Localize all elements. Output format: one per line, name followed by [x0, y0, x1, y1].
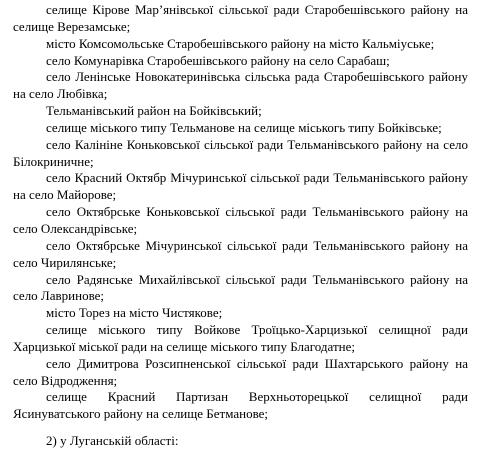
paragraph-torez: місто Торез на місто Чистякове; — [46, 305, 223, 321]
paragraph-telmanove: селище міського типу Тельманове на селище міськогь типу Бойківське; — [46, 119, 442, 135]
paragraph-voikove: селище міського типу Войкове Троїцько-Харцизької селищної ради Харцизької міської ради на селище міського типу Благодатне; — [13, 322, 468, 354]
paragraph-telmanivskyi-raion: Тельманівський район на Бойківський; — [46, 103, 262, 119]
paragraph-dymytrova: село Димитрова Розсипненської сільської ради Шахтарського району на село Відродження; — [13, 355, 468, 388]
paragraph-komsomolske: місто Комсомольське Старобешівського району на місто Кальміуське; — [46, 35, 435, 51]
paragraph-komunarivka: село Комунарівка Старобешівського району на село Сарабаш; — [46, 52, 390, 68]
paragraph-oktiabrske-konkovska: село Октябрське Коньковської сільської ради Тельманівського району на село Олександрівське; — [13, 204, 468, 236]
paragraph-leninske: село Ленінське Новокатеринівська сільська рада Старобешівського району на село Любівка; — [13, 69, 468, 102]
paragraph-radianske: село Радянське Михайлівської сільської ради Тельманівського району на село Лавринове; — [13, 271, 468, 304]
paragraph-kirove: селище Кірове Мар’янівської сільської ради Старобешівського району на селище Верезамське; — [13, 2, 468, 34]
paragraph-krasnyi-oktiabr: село Красний Октябр Мічуринської сільської ради Тельманівського району на село Майорове; — [13, 170, 468, 203]
document-body — [13, 2, 468, 450]
paragraph-kalinine: село Калініне Коньковської сільської ради Тельманівського району на село Білокриничне; — [13, 136, 468, 169]
paragraph-oktiabrske-michurinska: село Октябрське Мічуринської сільської ради Тельманівського району на село Чирилянське; — [13, 237, 468, 270]
paragraph-krasnyi-partyzan: селище Красний Партизан Верхньоторецької селищної ради Ясинуватського району на селище Бетманове; — [13, 389, 468, 422]
section-heading-luhansk: 2) у Луганській області: — [46, 433, 179, 449]
